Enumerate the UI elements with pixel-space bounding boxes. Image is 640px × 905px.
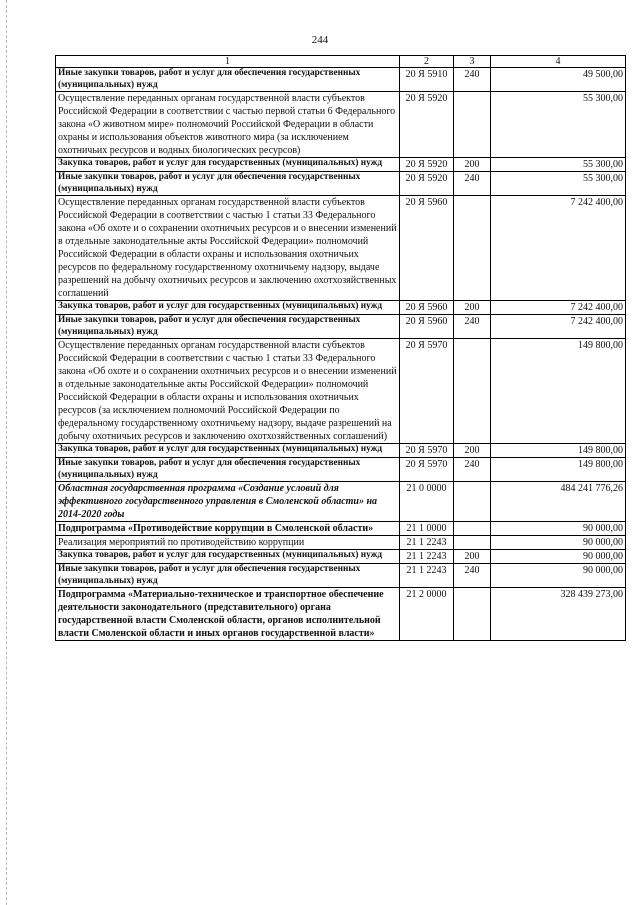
header-col-2: 2 xyxy=(400,56,454,68)
table-row xyxy=(56,482,626,522)
row-sum: 55 300,00 xyxy=(491,158,626,172)
row-expense-type xyxy=(454,588,491,641)
row-expense-type xyxy=(454,339,491,444)
row-sum: 484 241 776,26 xyxy=(491,482,626,522)
row-name: Осуществление переданных органам государственной власти субъектов Российской Федерации в соответствии с частью первой статьи 6 Федерального закона «О животном мире» полномочий Российской Федерации в области охраны и использования объектов животного мира (за исключением охотничьих ресурсов и водных биологических ресурсов) xyxy=(56,92,400,158)
header-col-3: 3 xyxy=(454,56,491,68)
row-expense-type: 240 xyxy=(454,172,491,196)
row-expense-type xyxy=(454,522,491,536)
row-expense-type: 200 xyxy=(454,550,491,564)
header-col-1: 1 xyxy=(56,56,400,68)
row-code: 20 Я 5920 xyxy=(400,172,454,196)
row-code: 21 1 2243 xyxy=(400,536,454,550)
row-code: 20 Я 5960 xyxy=(400,196,454,301)
row-expense-type: 240 xyxy=(454,68,491,92)
row-name: Иные закупки товаров, работ и услуг для обеспечения государственных (муниципальных) нужд xyxy=(56,564,400,588)
row-name: Закупка товаров, работ и услуг для государственных (муниципальных) нужд xyxy=(56,158,400,172)
table-row xyxy=(56,522,626,536)
row-expense-type: 200 xyxy=(454,444,491,458)
row-name: Осуществление переданных органам государственной власти субъектов Российской Федерации в соответствии с частью 1 статьи 33 Федерального закона «Об охоте и о сохранении охотничьих ресурсов и о внесении изменений в отдельные законодательные акты Российской Федерации» полномочий Российской Федерации в области охраны и использования охотничьих ресурсов по федеральному государственному охотничьему надзору, выдаче разрешений на добычу охотничьих ресурсов и заключению охотхозяйственных соглашений xyxy=(56,196,400,301)
row-sum: 7 242 400,00 xyxy=(491,301,626,315)
row-sum: 90 000,00 xyxy=(491,522,626,536)
row-expense-type xyxy=(454,482,491,522)
row-name: Иные закупки товаров, работ и услуг для обеспечения государственных (муниципальных) нужд xyxy=(56,68,400,92)
row-code: 21 2 0000 xyxy=(400,588,454,641)
row-name: Иные закупки товаров, работ и услуг для обеспечения государственных (муниципальных) нужд xyxy=(56,315,400,339)
row-expense-type xyxy=(454,536,491,550)
table-row xyxy=(56,172,626,196)
row-code: 20 Я 5970 xyxy=(400,339,454,444)
row-code: 20 Я 5920 xyxy=(400,158,454,172)
table-row xyxy=(56,550,626,564)
row-sum: 149 800,00 xyxy=(491,444,626,458)
page-number: 244 xyxy=(311,34,329,46)
row-expense-type: 240 xyxy=(454,458,491,482)
row-name: Реализация мероприятий по противодействию коррупции xyxy=(56,536,400,550)
row-code: 20 Я 5960 xyxy=(400,301,454,315)
header-col-4: 4 xyxy=(491,56,626,68)
table-row xyxy=(56,458,626,482)
row-name: Закупка товаров, работ и услуг для государственных (муниципальных) нужд xyxy=(56,444,400,458)
row-name: Иные закупки товаров, работ и услуг для обеспечения государственных (муниципальных) нужд xyxy=(56,172,400,196)
row-name: Закупка товаров, работ и услуг для государственных (муниципальных) нужд xyxy=(56,301,400,315)
row-sum: 90 000,00 xyxy=(491,536,626,550)
budget-table xyxy=(55,55,626,641)
row-name: Иные закупки товаров, работ и услуг для обеспечения государственных (муниципальных) нужд xyxy=(56,458,400,482)
scan-margin-line xyxy=(6,0,8,905)
row-expense-type: 200 xyxy=(454,158,491,172)
row-code: 21 1 2243 xyxy=(400,550,454,564)
row-code: 21 1 2243 xyxy=(400,564,454,588)
row-expense-type: 240 xyxy=(454,315,491,339)
table-row xyxy=(56,315,626,339)
row-sum: 55 300,00 xyxy=(491,172,626,196)
row-code: 20 Я 5910 xyxy=(400,68,454,92)
row-sum: 7 242 400,00 xyxy=(491,315,626,339)
row-code: 20 Я 5970 xyxy=(400,444,454,458)
row-sum: 55 300,00 xyxy=(491,92,626,158)
row-name: Подпрограмма «Материально-техническое и транспортное обеспечение деятельности законодательного (представительного) органа государственной власти Смоленской области, органов исполнительной власти Смоленской области и иных органов государственной власти» xyxy=(56,588,400,641)
table-row xyxy=(56,564,626,588)
row-expense-type: 200 xyxy=(454,301,491,315)
table-row xyxy=(56,68,626,92)
table-row xyxy=(56,158,626,172)
row-code: 20 Я 5960 xyxy=(400,315,454,339)
row-name: Закупка товаров, работ и услуг для государственных (муниципальных) нужд xyxy=(56,550,400,564)
table-row xyxy=(56,444,626,458)
row-sum: 49 500,00 xyxy=(491,68,626,92)
row-sum: 149 800,00 xyxy=(491,458,626,482)
row-expense-type xyxy=(454,92,491,158)
row-sum: 149 800,00 xyxy=(491,339,626,444)
row-code: 20 Я 5970 xyxy=(400,458,454,482)
table-row xyxy=(56,339,626,444)
table-row xyxy=(56,301,626,315)
row-code: 21 1 0000 xyxy=(400,522,454,536)
row-sum: 328 439 273,00 xyxy=(491,588,626,641)
row-name: Областная государственная программа «Создание условий для эффективного государственного управления в Смоленской области» на 2014-2020 годы xyxy=(56,482,400,522)
row-code: 20 Я 5920 xyxy=(400,92,454,158)
table-row xyxy=(56,196,626,301)
table-row xyxy=(56,588,626,641)
table-row xyxy=(56,92,626,158)
table-row xyxy=(56,536,626,550)
row-expense-type xyxy=(454,196,491,301)
row-sum: 90 000,00 xyxy=(491,550,626,564)
row-sum: 90 000,00 xyxy=(491,564,626,588)
row-code: 21 0 0000 xyxy=(400,482,454,522)
row-name: Осуществление переданных органам государственной власти субъектов Российской Федерации в соответствии с частью 1 статьи 33 Федерального закона «Об охоте и о сохранении охотничьих ресурсов и о внесении изменений в отдельные законодательные акты Российской Федерации» полномочий Российской Федерации в области охраны и использования охотничьих ресурсов (за исключением полномочий Российской Федерации по федеральному государственному охотничьему надзору, выдаче разрешений на добычу охотничьих ресурсов и заключению охотхозяйственных соглашений) xyxy=(56,339,400,444)
row-sum: 7 242 400,00 xyxy=(491,196,626,301)
table-header-row xyxy=(56,56,626,68)
row-expense-type: 240 xyxy=(454,564,491,588)
row-name: Подпрограмма «Противодействие коррупции в Смоленской области» xyxy=(56,522,400,536)
